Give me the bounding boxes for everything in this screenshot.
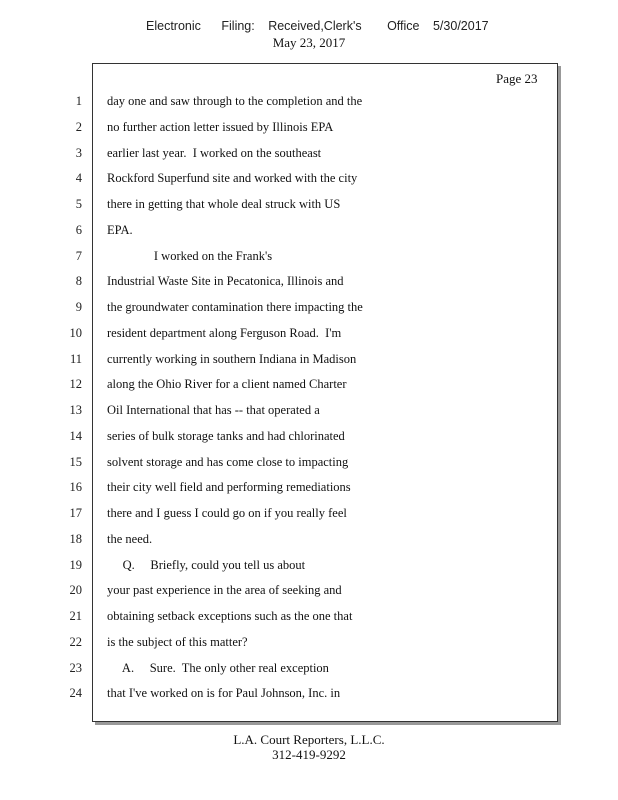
- line-number: 6: [75, 222, 82, 237]
- line-number: 19: [69, 557, 82, 572]
- page-number: Page 23: [496, 71, 538, 86]
- line-text: earlier last year. I worked on the southeast: [107, 145, 322, 160]
- line-number: 7: [75, 248, 82, 263]
- line-text: your past experience in the area of seeking and: [107, 583, 342, 598]
- line-number: 14: [69, 428, 82, 443]
- line-text: solvent storage and has come close to impacting: [107, 454, 349, 469]
- line-text: EPA.: [107, 222, 133, 237]
- line-number: 23: [69, 660, 82, 675]
- line-text: Q. Briefly, could you tell us about: [107, 557, 306, 572]
- line-number: 11: [69, 351, 82, 366]
- line-text: day one and saw through to the completion and the: [107, 94, 363, 108]
- line-text: along the Ohio River for a client named Charter: [107, 377, 347, 392]
- line-text: Oil International that has -- that operated a: [107, 403, 320, 417]
- line-number: 17: [69, 506, 82, 520]
- line-number: 5: [75, 197, 82, 211]
- stamp-filed-date: 5/30/2017: [432, 19, 489, 33]
- line-text: their city well field and performing remediations: [107, 480, 351, 495]
- line-text: the need.: [107, 531, 153, 546]
- reporter-phone: 312-419-9292: [272, 747, 346, 762]
- line-number: 22: [69, 634, 82, 649]
- line-text: currently working in southern Indiana in Madison: [107, 351, 357, 366]
- filing-stamp-header: [146, 19, 489, 33]
- line-number: 24: [69, 686, 82, 701]
- line-text: resident department along Ferguson Road. I'm: [107, 325, 342, 340]
- line-number: 20: [69, 583, 82, 598]
- line-text: is the subject of this matter?: [107, 634, 248, 649]
- line-text: no further action letter issued by Illinois EPA: [107, 119, 334, 134]
- line-text: obtaining setback exceptions such as the one that: [107, 609, 353, 623]
- line-number: 21: [69, 609, 82, 623]
- line-number: 18: [69, 531, 82, 546]
- reporter-company: L.A. Court Reporters, L.L.C.: [233, 732, 385, 747]
- line-text: there and I guess I could go on if you really feel: [107, 506, 347, 520]
- line-text: there in getting that whole deal struck with US: [107, 197, 341, 211]
- transcript-date: May 23, 2017: [272, 35, 346, 50]
- line-text: Rockford Superfund site and worked with the city: [107, 171, 358, 186]
- line-text: A. Sure. The only other real exception: [107, 660, 329, 675]
- line-number: 15: [69, 454, 82, 469]
- line-number: 1: [75, 94, 82, 108]
- line-text: series of bulk storage tanks and had chlorinated: [107, 428, 345, 443]
- line-number: 8: [75, 274, 82, 289]
- stamp-office: Office: [387, 19, 420, 33]
- line-text: Industrial Waste Site in Pecatonica, Illinois and: [107, 274, 344, 289]
- line-number: 3: [75, 145, 82, 160]
- line-text: I worked on the Frank's: [107, 248, 273, 263]
- line-number: 2: [75, 119, 82, 134]
- line-text: the groundwater contamination there impacting the: [107, 300, 363, 314]
- stamp-received: Received,Clerk's: [268, 19, 362, 33]
- line-text: that I've worked on is for Paul Johnson, Inc. in: [107, 686, 341, 701]
- line-number: 4: [75, 171, 82, 186]
- line-number: 13: [69, 403, 82, 417]
- line-number: 9: [75, 300, 82, 314]
- stamp-electronic: Electronic: [146, 19, 201, 33]
- line-number: 16: [69, 480, 82, 495]
- line-number: 10: [69, 325, 82, 340]
- line-number: 12: [69, 377, 82, 392]
- stamp-filing: Filing:: [221, 19, 255, 33]
